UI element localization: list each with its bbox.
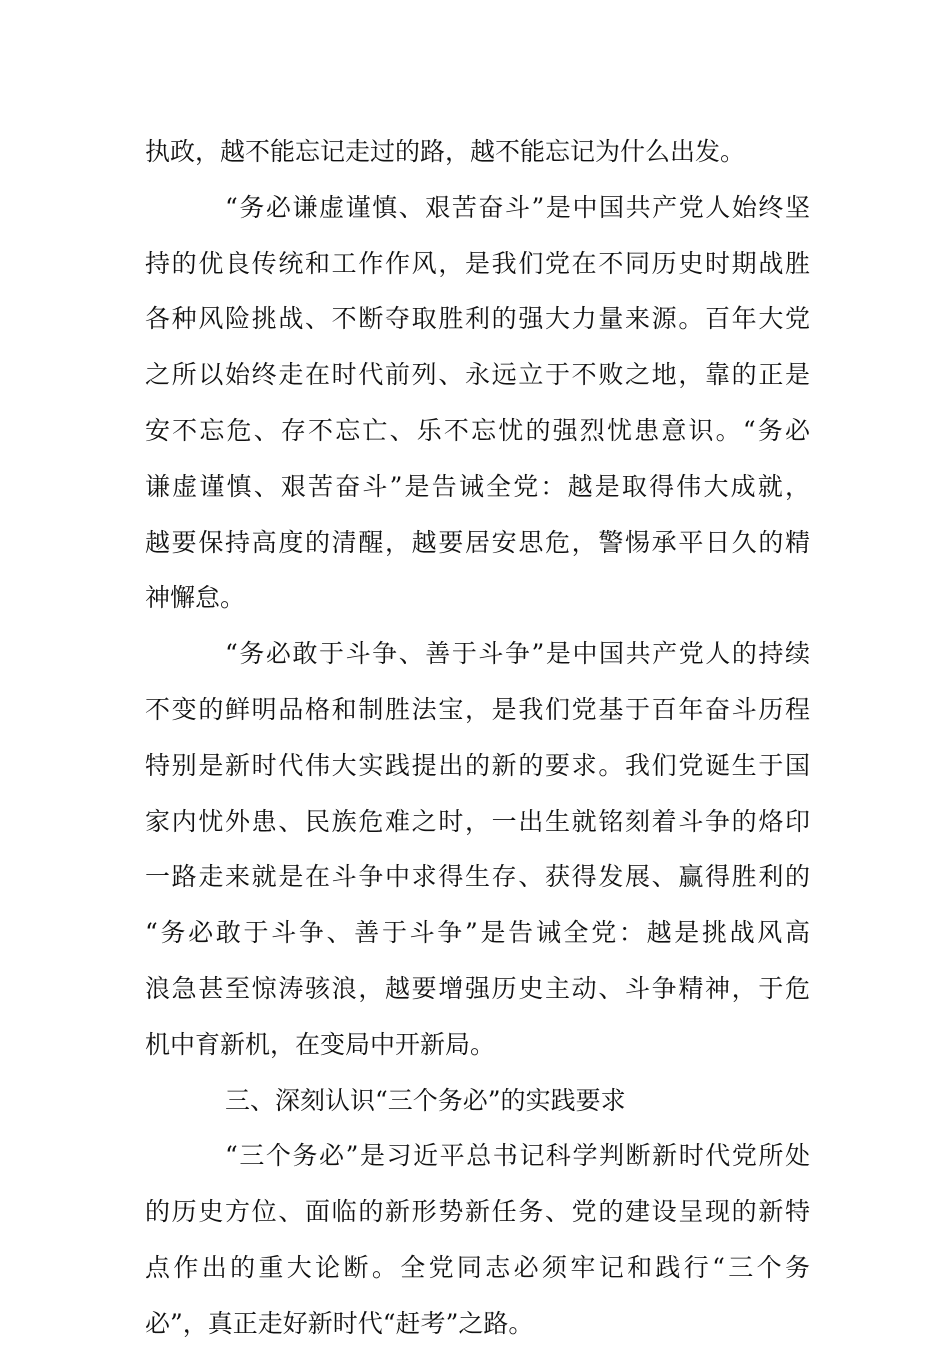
- paragraph-start-line: “务必敢于斗争、善于斗争”是中国共产党人的持续: [225, 639, 810, 669]
- body-text: [145, 124, 810, 1352]
- paragraph-start-line: “三个务必”是习近平总书记科学判断新时代党所处: [225, 1141, 810, 1171]
- text-line: 执政，越不能忘记走过的路，越不能忘记为什么出发。: [145, 137, 746, 166]
- text-line: 的历史方位、面临的新形势新任务、党的建设呈现的新特: [145, 1197, 810, 1227]
- paragraph-start-line: “务必谦虚谨慎、艰苦奋斗”是中国共产党人始终坚: [225, 192, 810, 222]
- text-line: 谦虚谨慎、艰苦奋斗”是告诫全党：越是取得伟大成就，: [145, 471, 810, 501]
- text-line: 浪急甚至惊涛骇浪，越要增强历史主动、斗争精神，于危: [145, 973, 810, 1003]
- text-line: 神懈怠。: [145, 583, 246, 613]
- text-line: 安不忘危、存不忘亡、乐不忘忧的强烈忧患意识。“务必: [145, 415, 810, 445]
- text-line: 之所以始终走在时代前列、永远立于不败之地，靠的正是: [145, 360, 810, 390]
- text-line: 不变的鲜明品格和制胜法宝，是我们党基于百年奋斗历程: [145, 694, 810, 724]
- text-line: 家内忧外患、民族危难之时，一出生就铭刻着斗争的烙印: [145, 806, 810, 836]
- text-line: 特别是新时代伟大实践提出的新的要求。我们党诞生于国: [145, 750, 810, 780]
- text-line: 各种风险挑战、不断夺取胜利的强大力量来源。百年大党: [145, 304, 810, 334]
- text-line: 一路走来就是在斗争中求得生存、获得发展、赢得胜利的: [145, 862, 810, 892]
- text-line: 机中育新机，在变局中开新局。: [145, 1029, 496, 1059]
- section-heading: 三、深刻认识“三个务必”的实践要求: [225, 1085, 626, 1115]
- text-line: 必”，真正走好新时代“赶考”之路。: [145, 1308, 534, 1338]
- text-line: 持的优良传统和工作作风，是我们党在不同历史时期战胜: [145, 248, 810, 278]
- text-line: 越要保持高度的清醒，越要居安思危，警惕承平日久的精: [145, 527, 810, 557]
- text-line: “务必敢于斗争、善于斗争”是告诫全党：越是挑战风高: [145, 918, 810, 948]
- text-line: 点作出的重大论断。全党同志必须牢记和践行“三个务: [145, 1252, 810, 1282]
